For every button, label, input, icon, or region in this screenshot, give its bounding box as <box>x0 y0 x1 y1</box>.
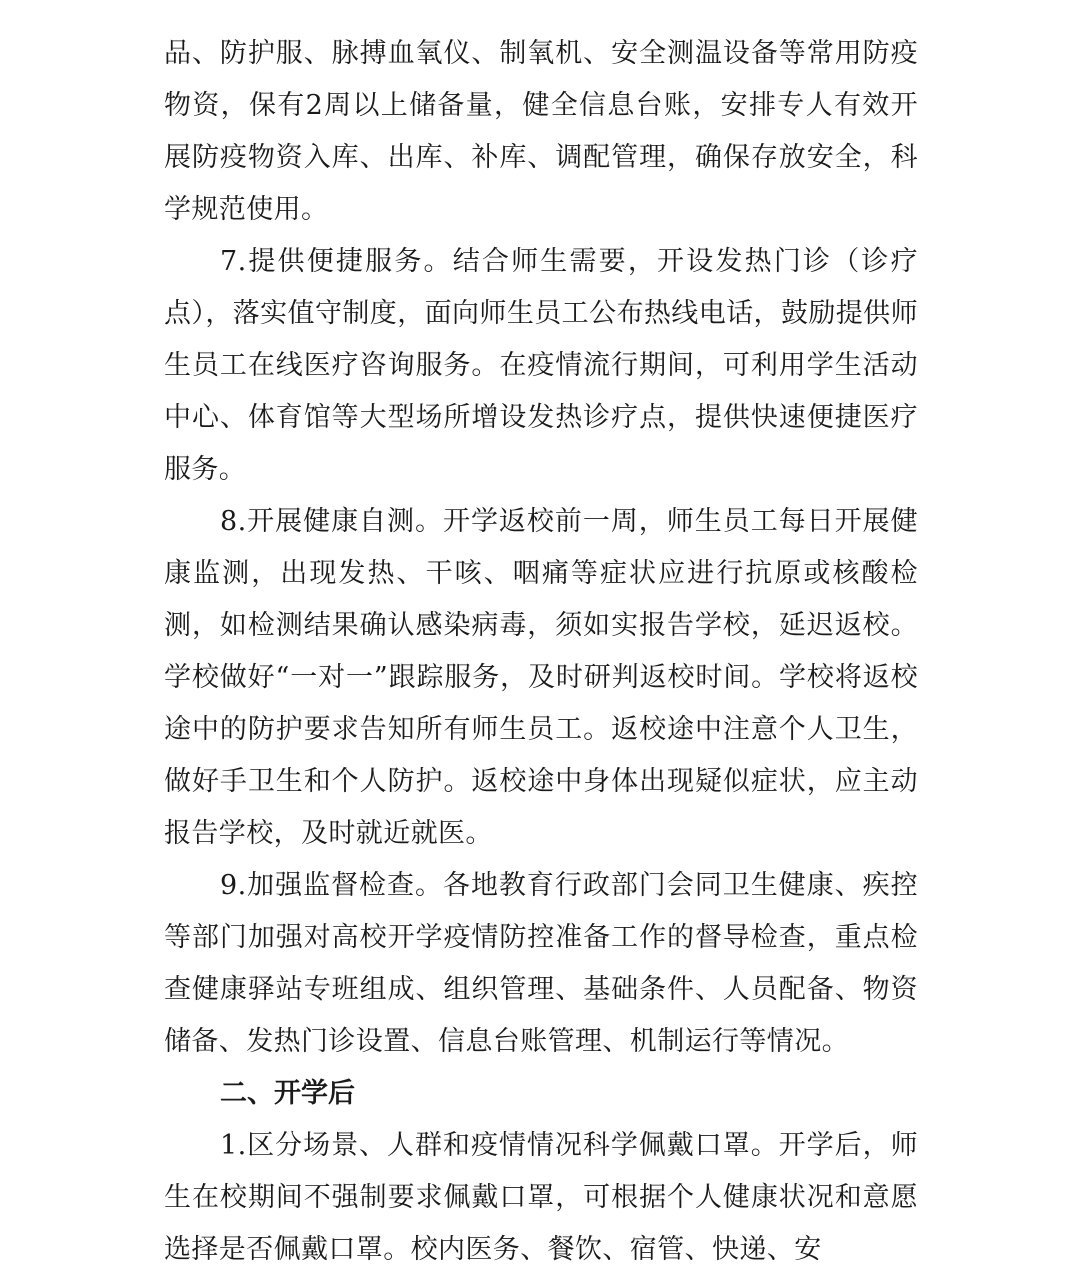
paragraph-after-item-1: 1.区分场景、人群和疫情情况科学佩戴口罩。开学后，师生在校期间不强制要求佩戴口罩，可根据个人健康状况和意愿选择是否佩戴口罩。校内医务、餐饮、宿管、快递、安 <box>164 1130 918 1265</box>
section-heading: 二、开学后 <box>220 1078 355 1109</box>
paragraph-item-8: 8.开展健康自测。开学返校前一周，师生员工每日开展健康监测，出现发热、干咳、咽痛等症状应进行抗原或核酸检测，如检测结果确认感染病毒，须如实报告学校，延迟返校。学校做好“一对一”跟踪服务，及时研判返校时间。学校将返校途中的防护要求告知所有师生员工。返校途中注意个人卫生，做好手卫生和个人防护。返校途中身体出现疑似症状，应主动报告学校，及时就近就医。 <box>164 506 918 849</box>
paragraph-item-7: 7.提供便捷服务。结合师生需要，开设发热门诊（诊疗点），落实值守制度，面向师生员工公布热线电话，鼓励提供师生员工在线医疗咨询服务。在疫情流行期间，可利用学生活动中心、体育馆等大型场所增设发热诊疗点，提供快速便捷医疗服务。 <box>164 246 918 485</box>
document-page <box>164 28 918 1276</box>
paragraph-item-9: 9.加强监督检查。各地教育行政部门会同卫生健康、疾控等部门加强对高校开学疫情防控准备工作的督导检查，重点检查健康驿站专班组成、组织管理、基础条件、人员配备、物资储备、发热门诊设置、信息台账管理、机制运行等情况。 <box>164 870 918 1057</box>
paragraph-continued: 品、防护服、脉搏血氧仪、制氧机、安全测温设备等常用防疫物资，保有2周以上储备量，健全信息台账，安排专人有效开展防疫物资入库、出库、补库、调配管理，确保存放安全，科学规范使用。 <box>164 38 918 225</box>
